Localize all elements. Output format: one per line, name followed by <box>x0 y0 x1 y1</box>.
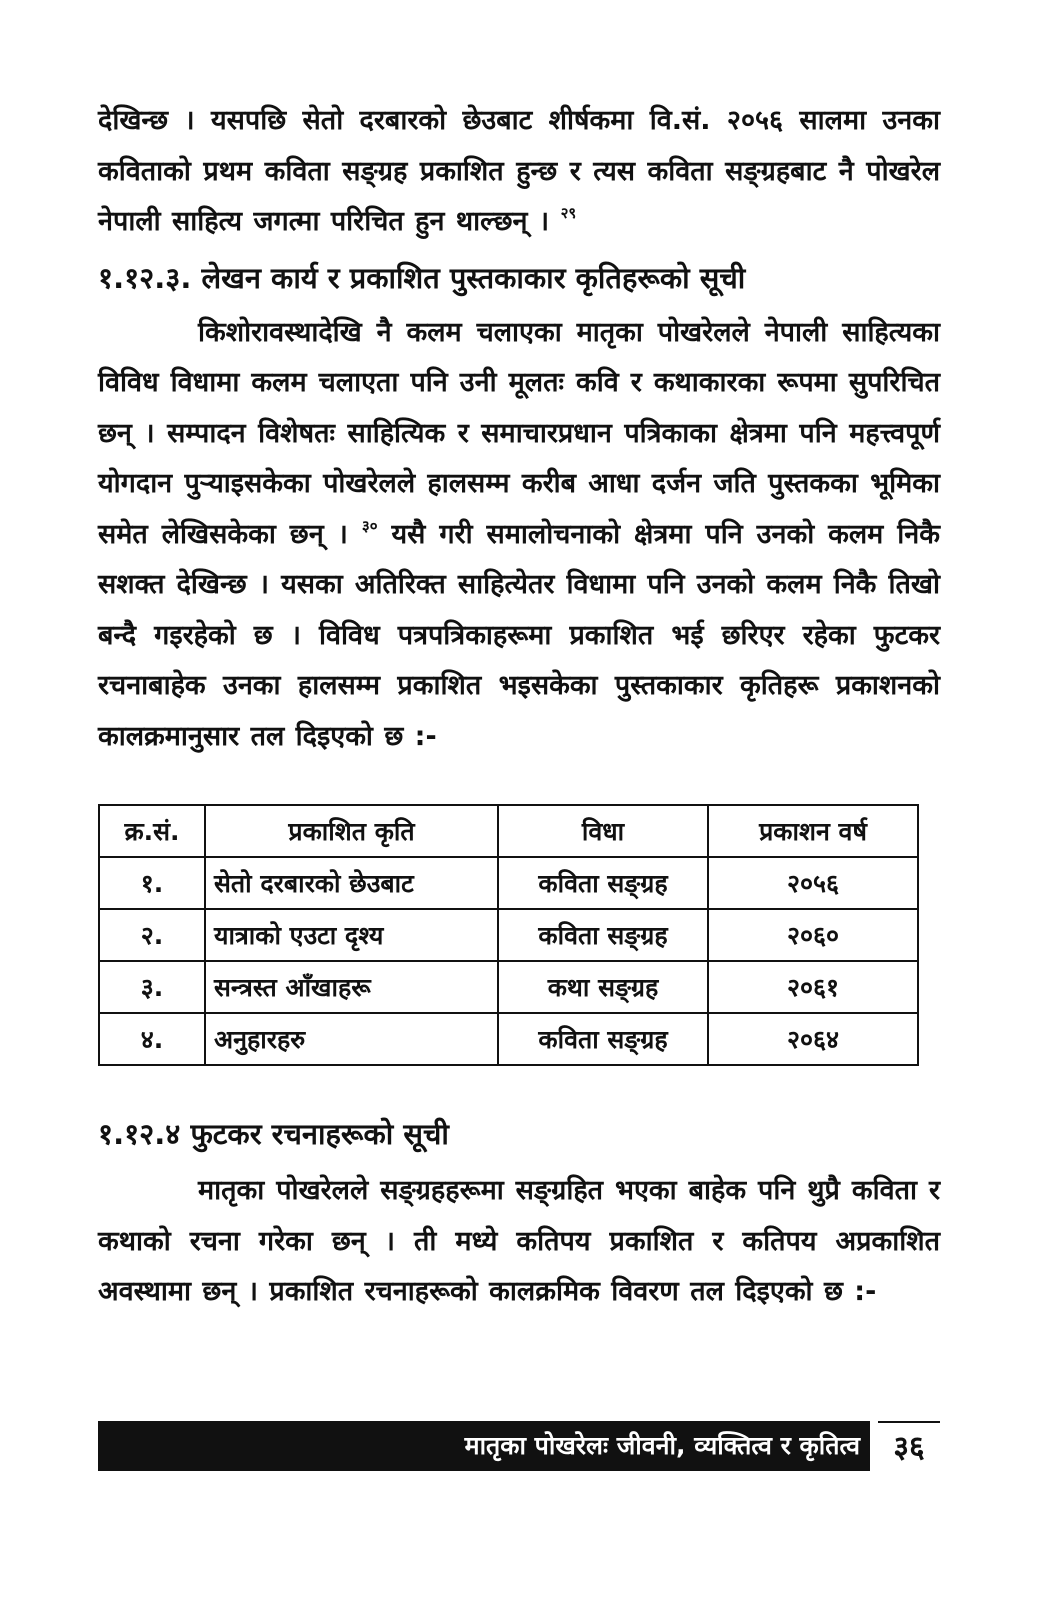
cell-year: २०६१ <box>708 961 918 1013</box>
table-row <box>99 857 918 909</box>
works-paragraph-text-b: यसै गरी समालोचनाको क्षेत्रमा पनि उनको कलम निकै सशक्त देखिन्छ । यसका अतिरिक्त साहित्येतर विधामा पनि उनको कलम निकै तिखो बन्दै गइरहेको छ । विविध पत्रपत्रिकाहरूमा प्रकाशित भई छरिएर रहेका फुटकर रचनाबाहेक उनका हालसम्म प्रकाशित भइसकेका पुस्तकाकार कृतिहरू प्रकाशनको कालक्रमानुसार तल दिइएको छ :- <box>98 518 941 752</box>
cell-work-title: अनुहारहरु <box>205 1013 498 1065</box>
cell-work-title: सेतो दरबारको छेउबाट <box>205 857 498 909</box>
header-published-work: प्रकाशित कृति <box>205 805 498 857</box>
footer-book-title: मातृका पोखरेलः जीवनी, व्यक्तित्व र कृतित्व <box>98 1421 870 1471</box>
intro-paragraph <box>98 96 940 248</box>
section-heading-works-list: १.१२.३. लेखन कार्य र प्रकाशित पुस्तकाकार कृतिहरूको सूची <box>98 260 746 295</box>
miscellaneous-paragraph: मातृका पोखरेलले सङ्ग्रहहरूमा सङ्ग्रहित भएका बाहेक पनि थुप्रै कविता र कथाको रचना गरेका छन् । ती मध्ये कतिपय प्रकाशित र कतिपय अप्रकाशित अवस्थामा छन् । प्रकाशित रचनाहरूको कालक्रमिक विवरण तल दिइएको छ :- <box>98 1175 940 1307</box>
page-number: ३६ <box>878 1421 940 1471</box>
published-works-table <box>98 804 919 1066</box>
header-serial-number: क्र.सं. <box>99 805 205 857</box>
table-row <box>99 909 918 961</box>
header-publication-year: प्रकाशन वर्ष <box>708 805 918 857</box>
cell-work-title: यात्राको एउटा दृश्य <box>205 909 498 961</box>
cell-year: २०६० <box>708 909 918 961</box>
table-row <box>99 1013 918 1065</box>
cell-year: २०५६ <box>708 857 918 909</box>
cell-genre: कविता सङ्ग्रह <box>498 909 708 961</box>
cell-work-title: सन्त्रस्त आँखाहरू <box>205 961 498 1013</box>
intro-text: देखिन्छ । यसपछि सेतो दरबारको छेउबाट शीर्षकमा वि.सं. २०५६ सालमा उनका कविताको प्रथम कविता सङ्ग्रह प्रकाशित हुन्छ र त्यस कविता सङ्ग्रहबाट नै पोखरेल नेपाली साहित्य जगत्मा परिचित हुन थाल्छन् । <box>98 105 940 237</box>
cell-serial-number: ३. <box>99 961 205 1013</box>
page-footer <box>98 1421 940 1471</box>
section-heading-miscellaneous-works: १.१२.४ फुटकर रचनाहरूको सूची <box>98 1117 449 1151</box>
works-paragraph-text-a: किशोरावस्थादेखि नै कलम चलाएका मातृका पोखरेलले नेपाली साहित्यका विविध विधामा कलम चलाएता पनि उनी मूलतः कवि र कथाकारका रूपमा सुपरिचित छन् । सम्पादन विशेषतः साहित्यिक र समाचारप्रधान पत्रिकाका क्षेत्रमा पनि महत्त्वपूर्ण योगदान पुऱ्याइसकेका पोखरेलले हालसम्म करीब आधा दर्जन जति पुस्तकका भूमिका समेत लेखिसकेका छन् । <box>98 316 940 550</box>
cell-genre: कथा सङ्ग्रह <box>498 961 708 1013</box>
footnote-marker-29: २९ <box>560 204 577 222</box>
cell-serial-number: ४. <box>99 1013 205 1065</box>
table-header-row <box>99 805 918 857</box>
cell-year: २०६४ <box>708 1013 918 1065</box>
cell-genre: कविता सङ्ग्रह <box>498 857 708 909</box>
cell-serial-number: १. <box>99 857 205 909</box>
table-row <box>99 961 918 1013</box>
cell-serial-number: २. <box>99 909 205 961</box>
cell-genre: कविता सङ्ग्रह <box>498 1013 708 1065</box>
works-paragraph <box>98 308 940 763</box>
header-genre: विधा <box>498 805 708 857</box>
footnote-marker-30: ३० <box>361 516 378 535</box>
page-body <box>98 96 940 1318</box>
